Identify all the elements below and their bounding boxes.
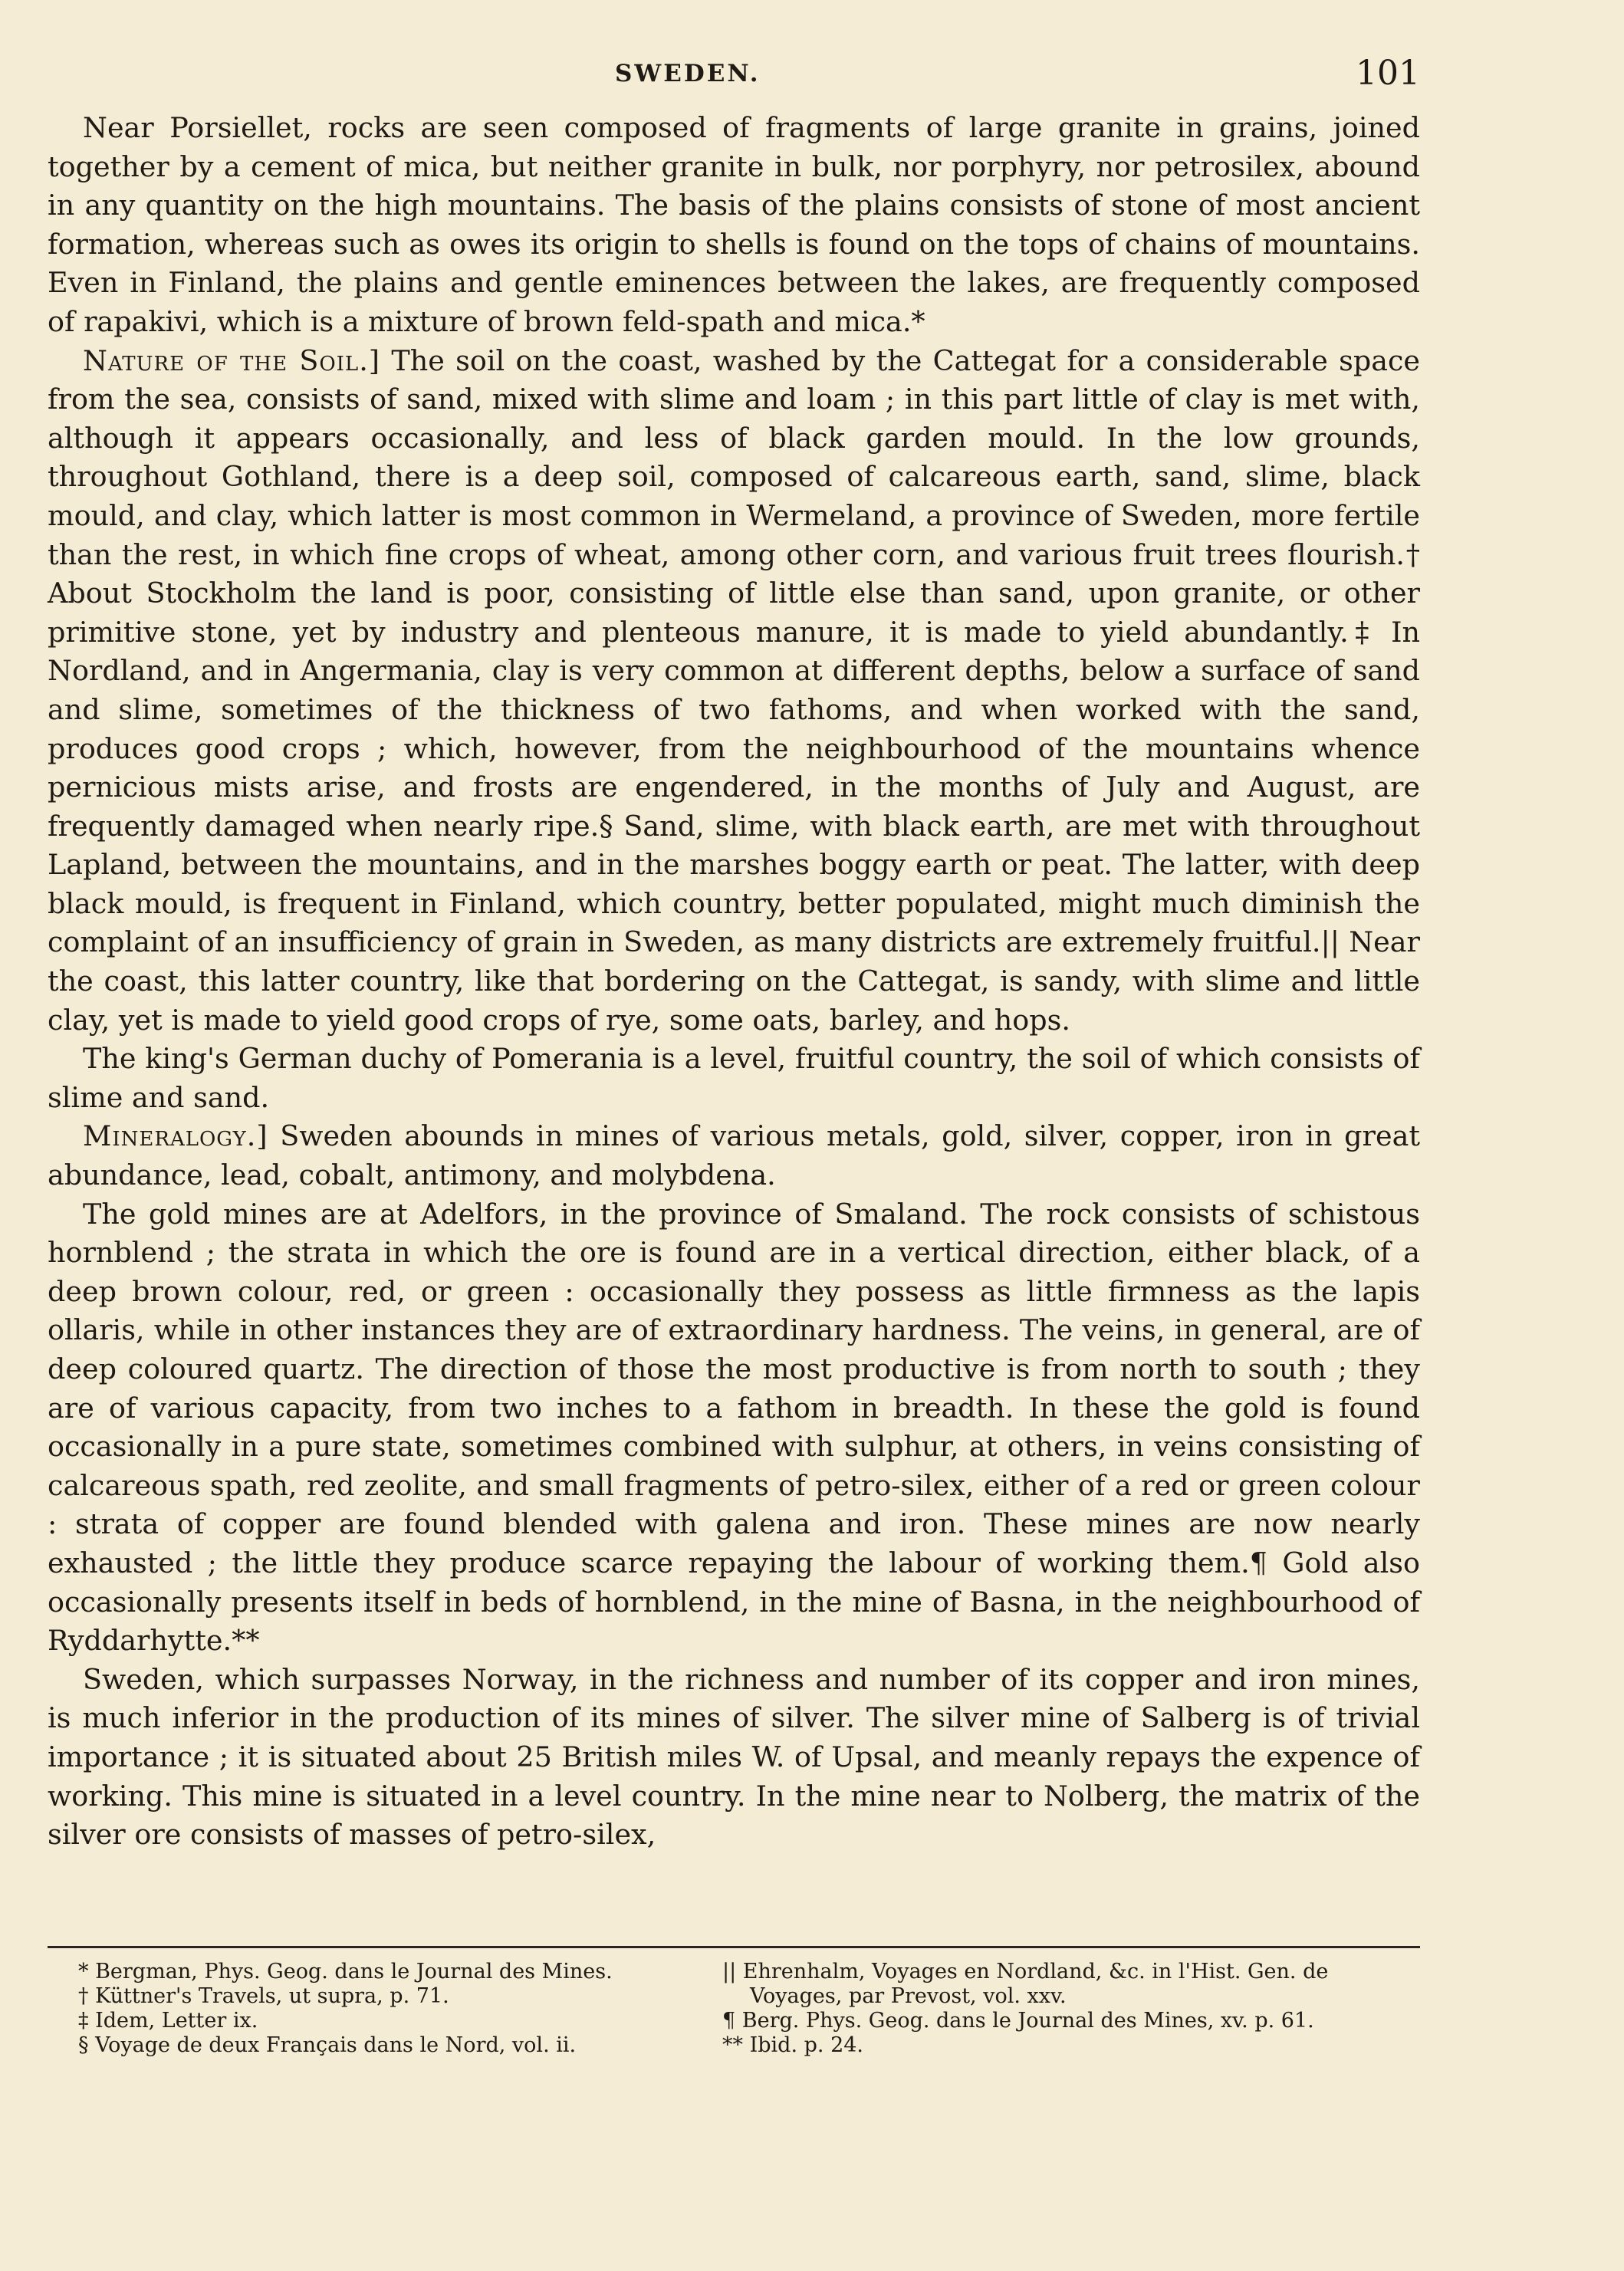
footnote: || Ehrenhalm, Voyages en Nordland, &c. in l'Hist. Gen. de (722, 1960, 1329, 1983)
footnote: ‡ Idem, Letter ix. (78, 2009, 258, 2033)
paragraph-pomerania: The king's German duchy of Pomerania is a level, fruitful country, the soil of which consists of slime and sand. (48, 1042, 1420, 1114)
footnotes-right-column (722, 1960, 1412, 2058)
footnotes (48, 1960, 1420, 2075)
body-text (48, 109, 1420, 1855)
running-head: SWEDEN. (615, 60, 761, 87)
section-heading-nature-of-soil: Nature of the Soil.] (83, 343, 381, 377)
paragraph-gold-mines: The gold mines are at Adelfors, in the province of Smaland. The rock consists of schistous hornblend ; the strata in which the ore is found are in a vertical direction, either black, of a deep brown colour, red, or green : occasionally they possess as little firmness as the lapis ollaris, while in other instances they are of extraordinary hardness. The veins, in general, are of deep coloured quartz. The direction of those the most productive is from north to south ; they are of various capacity, from two inches to a fathom in breadth. In these the gold is found occasionally in a pure state, sometimes combined with sulphur, at others, in veins consisting of calcareous spath, red zeolite, and small fragments of petro-silex, either of a red or green colour : strata of copper are found blended with galena and iron. These mines are now nearly exhausted ; the little they produce scarce repaying the labour of working them.¶ Gold also occasionally presents itself in beds of hornblend, in the mine of Basna, in the neighbourhood of Ryddarhytte.** (48, 1197, 1420, 1658)
footnote: * Bergman, Phys. Geog. dans le Journal des Mines. (78, 1960, 613, 1983)
paragraph-mineralogy: Mineralogy.] Sweden abounds in mines of various metals, gold, silver, copper, iron in great abundance, lead, cobalt, antimony, and molybdena. (48, 1119, 1421, 1192)
page-header (48, 54, 1420, 100)
footnote: § Voyage de deux Français dans le Nord, vol. ii. (78, 2033, 577, 2057)
footnote: † Küttner's Travels, ut supra, p. 71. (78, 1984, 449, 2008)
section-heading-mineralogy: Mineralogy.] (83, 1119, 268, 1153)
page-number: 101 (1356, 54, 1420, 93)
footnote: ¶ Berg. Phys. Geog. dans le Journal des Mines, xv. p. 61. (722, 2009, 1314, 2033)
footnotes-left-column (78, 1960, 745, 2058)
footnote: ** Ibid. p. 24. (722, 2033, 864, 2057)
footnote-rule (48, 1946, 1420, 1948)
paragraph-rocks: Near Porsiellet, rocks are seen composed of fragments of large granite in grains, joined together by a cement of mica, but neither granite in bulk, nor porphyry, nor petrosilex, abound in any quantity on the high mountains. The basis of the plains consists of stone of most ancient formation, whereas such as owes its origin to shells is found on the tops of chains of mountains. Even in Finland, the plains and gentle eminences between the lakes, are frequently composed of rapakivi, which is a mixture of brown feld-spath and mica.* (48, 111, 1420, 338)
footnote-continuation: Voyages, par Prevost, vol. xxv. (750, 1984, 1067, 2008)
paragraph-silver-mines: Sweden, which surpasses Norway, in the richness and number of its copper and iron mines, is much inferior in the production of its mines of silver. The silver mine of Salberg is of trivial importance ; it is situated about 25 British miles W. of Upsal, and meanly repays the expence of working. This mine is situated in a level country. In the mine near to Nolberg, the matrix of the silver ore consists of masses of petro-silex, (48, 1662, 1420, 1852)
paragraph-nature-of-soil: Nature of the Soil.] The soil on the coast, washed by the Cattegat for a considerable space from the sea, consists of sand, mixed with slime and loam ; in this part little of clay is met with, although it appears occasionally, and less of black garden mould. In the low grounds, throughout Gothland, there is a deep soil, composed of calcareous earth, sand, slime, black mould, and clay, which latter is most common in Wermeland, a province of Sweden, more fertile than the rest, in which fine crops of wheat, among other corn, and various fruit trees flourish.† About Stockholm the land is poor, consisting of little else than sand, upon granite, or other primitive stone, yet by industry and plenteous manure, it is made to yield abundantly.‡ In Nordland, and in Angermania, clay is very common at different depths, below a surface of sand and slime, sometimes of the thickness of two fathoms, and when worked with the sand, produces good crops ; which, however, from the neighbourhood of the mountains whence pernicious mists arise, and frosts are engendered, in the months of July and August, are frequently damaged when nearly ripe.§ Sand, slime, with black earth, are met with throughout Lapland, between the mountains, and in the marshes boggy earth or peat. The latter, with deep black mould, is frequent in Finland, which country, better populated, might much diminish the complaint of an insufficiency of grain in Sweden, as many districts are extremely fruitful.|| Near the coast, this latter country, like that bordering on the Cattegat, is sandy, with slime and little clay, yet is made to yield good crops of rye, some oats, barley, and hops. (48, 343, 1420, 1037)
